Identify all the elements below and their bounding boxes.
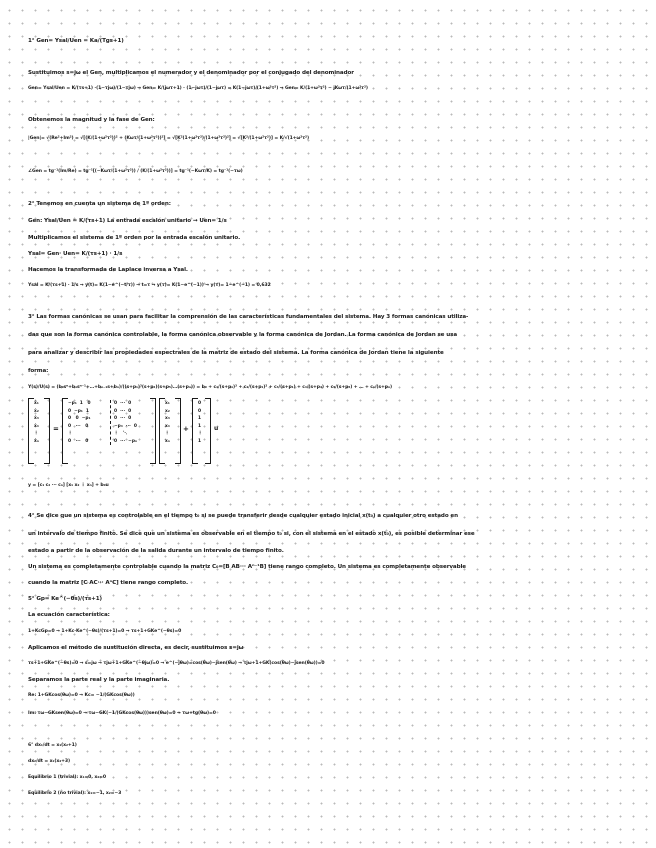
item-4-paragraph-line-1: 4° Se dice que un sistema es controlable en el tiempo t₀ si se puede transferir desde cualquier estado inicial x(t₀) a cualquier otro estado en <box>28 513 458 519</box>
item-6-equation-2: dx₂/dt = x₁(x₂+3) <box>28 759 70 764</box>
item-2-system-input: Gen: Ysal/Uen = K/(τs+1) La entrada escalón unitario → Uen= 1/s <box>28 218 227 224</box>
item-4-paragraph-line-5: cuando la matriz [C AC··· AⁿC] tiene rango completo. <box>28 580 189 586</box>
item-2-intro: 2° Tenemos en cuenta un sistema de 1º orden: <box>28 201 171 207</box>
item-2-laplace-text: Hacemos la transformada de Laplace inversa a Ysal. <box>28 267 188 273</box>
equals-sign: = <box>53 425 59 433</box>
item-5-euler-equation: τs+1+GKe^(−θs)=0 → s=jω → τjω+1+GKe^(−θjω)=0 → e^(−jθω)=cos(θω)−jsen(θω) → τjω+1+GK(cos(θω)−jsen(θω))=0 <box>28 661 325 666</box>
plus-sign: + <box>183 425 189 433</box>
item-3-paragraph-line-2: das que son la forma canónica controlable, la forma canónica observable y la forma canónica de Jordan. La forma canónica de Jordan se usa <box>28 332 458 338</box>
item-3-partial-fraction-equation: Y(s)/U(s) = (b₀sⁿ+b₁sⁿ⁻¹+…+bₙ₋₁s+bₙ)/((s+p₁)³(s+p₄)(s+p₅)…(s+pₙ)) = b₀ + c₁/(s+p₁)³ + c₂/(s+p₁)² + c₃/(s+p₁) + c₄/(s+p₄) + c₅/(s+p₅) + … + cₙ/(s+pₙ) <box>28 385 392 390</box>
item-1-magnitude-equation: |Gen|= √(Re²+Im²) = √[(K/(1+ω²τ²))² + (Kωτ/(1+ω²τ²))²] = √[K²(1+ω²τ²)/(1+ω²τ²)²] = √[K²/(1+ω²τ²)] = K/√(1+ω²τ²) <box>28 136 309 141</box>
item-1-magnitude-phase-text: Obtenemos la magnitud y la fase de Gen: <box>28 117 155 123</box>
item-1-transfer-function: 1° Gen= Ysal/Uen = Ka/(Tgs+1) <box>28 38 124 44</box>
bracket-right <box>175 398 181 464</box>
item-2-inverse-laplace-equation: Ysal = K/(τs+1) · 1/s → y(t)= K(1−e^(−t/τ)) → t=τ → y(τ)= K(1−e^(−1)) → y(τ)= 1−e^(−1) = 0,632 <box>28 283 271 288</box>
input-u: u <box>214 425 219 432</box>
matrix-a-jordan-block: −p₁ 1 0 0 −p₁ 1 0 0 −p₁ 0 ··· 0 ⋮ 0 ··· 0 <box>68 401 91 444</box>
item-4-paragraph-line-2: un intervalo de tiempo finito. Se dice que un sistema es observable en el tiempo t₀ si, con el sistema en el estado x(t₀), es posible determinar ese <box>28 531 475 537</box>
item-1-substitution-text: Sustituimos s=jω el Gen, multiplicamos el numerador y el denominador por el conjugado del denominador <box>28 70 354 76</box>
item-4-paragraph-line-4: Un sistema es completamente controlable cuando la matriz C₀=[B AB··· Aⁿ⁻¹B] tiene rango completo. Un sistema es completamente observable <box>28 564 466 570</box>
item-5-characteristic-text: La ecuación característica: <box>28 612 110 618</box>
jordan-state-matrix <box>28 398 228 464</box>
item-2-multiply-text: Multiplicamos el sistema de 1º orden por la entrada escalón unitario. <box>28 235 241 241</box>
bracket-right <box>44 398 50 464</box>
bracket-right <box>205 398 211 464</box>
item-3-paragraph-line-4: forma: <box>28 368 49 374</box>
matrix-b-vector: 0 0 1 1 ⋮ 1 <box>198 401 203 444</box>
matrix-state-derivative: ẋ₁ ẋ₂ ẋ₃ ẋ₄ ⋮ ẋₙ <box>34 401 39 444</box>
item-5-characteristic-equation: 1+KcGp=0 → 1+Kc·Ke^(−θs)/(τs+1)=0 → τs+1+GKe^(−θs)=0 <box>28 629 182 634</box>
matrix-a-diagonal-block: 0 ··· 0 0 ··· 0 0 ··· 0 −p₄ ··· 0 ⋮ ⋱ 0 ··· −pₙ <box>110 400 137 445</box>
item-3-paragraph-line-1: 3° Las formas canónicas se usan para facilitar la comprensión de las características fundamentales del sistema. Hay 3 formas canónicas utiliza- <box>28 314 469 320</box>
item-4-paragraph-line-3: estado a partir de la observación de la salida durante un intervalo de tiempo finito. <box>28 548 284 554</box>
item-6-equation-1: 6° dx₁/dt = x₁(x₂+1) <box>28 743 77 748</box>
item-1-conjugate-equation: Gen= Ysal/Uen = K/(τs+1) ·(1−τjω)/(1−τjω) → Gen= K/(jωτ+1) · (1−jωτ)/(1−jωτ) = K(1−jωτ)/(1+ω²τ²) → Gen= K/(1+ω²τ²) − jKωτ/(1+ω²τ²) <box>28 86 368 91</box>
item-5-substitution-text: Aplicamos el método de sustitución directa, es decir, sustituimos s=jω <box>28 645 244 651</box>
item-5-real-part-equation: Re: 1+GKcos(θω)=0 → Kc= −1/(GKcos(θω)) <box>28 693 135 698</box>
item-6-equilibrium-1: Equilibrio 1 (trivial): x₁=0, x₂=0 <box>28 775 107 780</box>
item-5-process-function: 5° Gp= Ke^(−θs)/(τs+1) <box>28 596 102 602</box>
item-3-output-equation: y = [c₁ c₂ ··· cₙ] [x₁ x₂ ⋮ xₙ] + b₀u <box>28 483 109 488</box>
item-2-output-equation: Ysal= Gen· Uen= K/(τs+1) · 1/s <box>28 251 123 257</box>
matrix-state-vector: x₁ x₂ x₃ x₄ ⋮ xₙ <box>165 401 170 444</box>
item-3-paragraph-line-3: para analizar y describir las propiedades espectrales de la matriz de estado del sistema. La forma canónica de Jordan tiene la siguiente <box>28 350 444 356</box>
item-1-phase-equation: ∠Gen = tg⁻¹(Im/Re) = tg⁻¹[(−Kωτ/(1+ω²τ²)) / (K/(1+ω²τ²))] = tg⁻¹(−Kωτ/K) = tg⁻¹(−τω) <box>28 169 243 174</box>
bracket-right <box>150 398 156 464</box>
item-5-imaginary-part-equation: Im: τω−GKsen(θω)=0 → τω−GK(−1/(GKcos(θω)))sen(θω)=0 → τω+tg(θω)=0 <box>28 711 216 716</box>
item-5-separate-text: Separamos la parte real y la parte imaginaria. <box>28 677 170 683</box>
item-6-equilibrium-2: Equilibrio 2 (no trivial): x₁=−1, x₂=−3 <box>28 791 122 796</box>
